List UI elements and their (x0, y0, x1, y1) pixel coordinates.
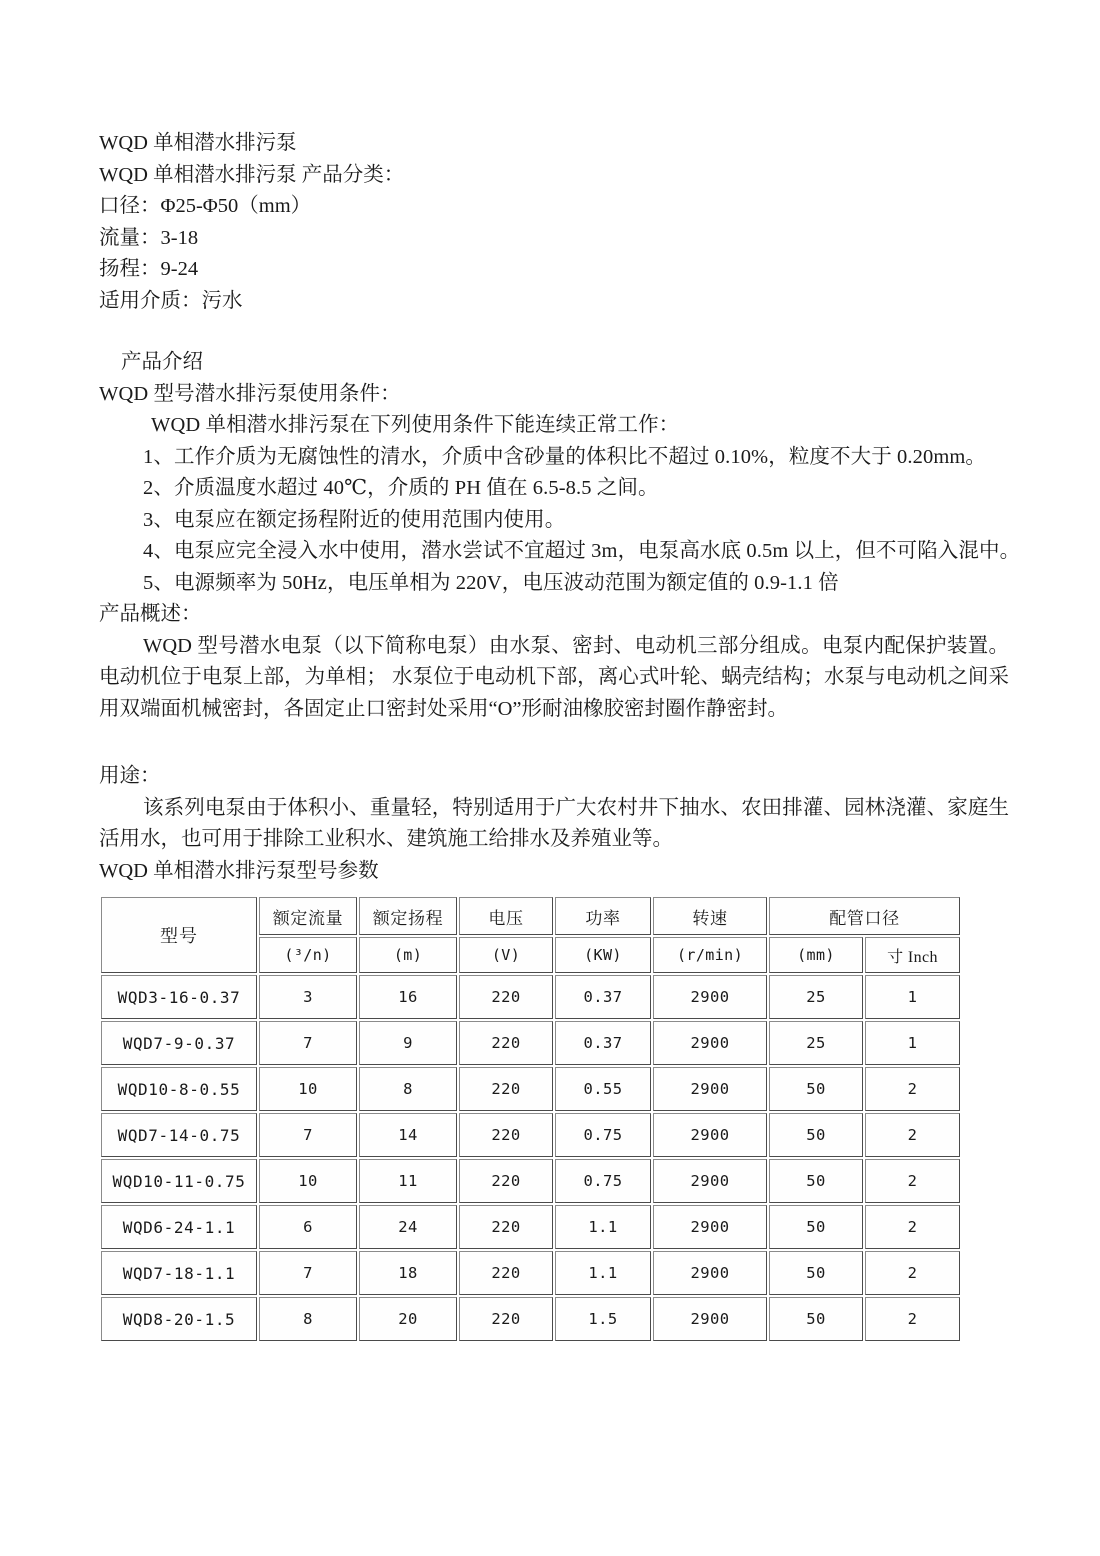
unit-power: (KW) (555, 937, 651, 973)
cell-voltage: 220 (459, 1159, 553, 1203)
cell-head: 8 (359, 1067, 457, 1111)
cell-voltage: 220 (459, 1297, 553, 1341)
table-row (101, 1159, 960, 1203)
product-intro-section (99, 347, 1021, 599)
cell-power: 1.1 (555, 1251, 651, 1295)
cell-voltage: 220 (459, 1113, 553, 1157)
cell-model: WQD6-24-1.1 (101, 1205, 257, 1249)
cell-voltage: 220 (459, 1067, 553, 1111)
cell-voltage: 220 (459, 1205, 553, 1249)
unit-pipe-mm: (mm) (769, 937, 863, 973)
product-usage-section (99, 761, 1010, 856)
condition-item-2: 2、介质温度水超过 40℃，介质的 PH 值在 6.5-8.5 之间。 (143, 477, 659, 499)
usage-label: 用途： (99, 765, 161, 788)
cell-head: 9 (359, 1021, 457, 1065)
cell-pipe-inch: 2 (865, 1113, 960, 1157)
product-overview-section (99, 599, 1010, 725)
header-pipe-diameter: 配管口径 (769, 897, 960, 935)
cell-head: 24 (359, 1205, 457, 1249)
cell-power: 0.75 (555, 1159, 651, 1203)
usage-conditions-heading: WQD 型号潜水排污泵使用条件： (99, 382, 401, 405)
product-title: WQD 单相潜水排污泵 (99, 132, 297, 154)
cell-model: WQD3-16-0.37 (101, 975, 257, 1019)
cell-pipe-inch: 2 (865, 1067, 960, 1111)
product-header-block (99, 128, 1010, 317)
cell-speed: 2900 (653, 1021, 767, 1065)
spec-flow: 流量：3-18 (99, 226, 199, 249)
unit-speed: (r/min) (653, 937, 767, 973)
cell-speed: 2900 (653, 1067, 767, 1111)
cell-model: WQD7-14-0.75 (101, 1113, 257, 1157)
cell-pipe-mm: 50 (769, 1297, 863, 1341)
cell-power: 0.75 (555, 1113, 651, 1157)
unit-voltage: (V) (459, 937, 553, 973)
cell-flow: 7 (259, 1021, 357, 1065)
table-caption: WQD 单相潜水排污泵型号参数 (99, 859, 379, 882)
cell-power: 1.5 (555, 1297, 651, 1341)
cell-voltage: 220 (459, 1021, 553, 1065)
table-header-row-group (101, 897, 960, 935)
cell-head: 11 (359, 1159, 457, 1203)
spec-medium: 适用介质：污水 (99, 289, 243, 312)
unit-rated-flow: (³/n) (259, 937, 357, 973)
spec-table-wrapper (99, 895, 1010, 1343)
spacer (99, 317, 1010, 347)
cell-speed: 2900 (653, 975, 767, 1019)
cell-model: WQD7-18-1.1 (101, 1251, 257, 1295)
cell-model: WQD7-9-0.37 (101, 1021, 257, 1065)
table-row (101, 1297, 960, 1341)
cell-head: 16 (359, 975, 457, 1019)
cell-pipe-mm: 50 (769, 1159, 863, 1203)
cell-pipe-mm: 50 (769, 1113, 863, 1157)
cell-voltage: 220 (459, 1251, 553, 1295)
cell-pipe-mm: 50 (769, 1251, 863, 1295)
unit-rated-head: (m) (359, 937, 457, 973)
overview-label: 产品概述： (99, 603, 202, 625)
cell-head: 14 (359, 1113, 457, 1157)
header-rated-flow: 额定流量 (259, 897, 357, 935)
condition-item-4: 4、电泵应完全浸入水中使用，潜水尝试不宜超过 3m，电泵高水底 0.5m 以上，但不可陷入混中。 (143, 540, 1021, 562)
header-power: 功率 (555, 897, 651, 935)
cell-pipe-mm: 25 (769, 1021, 863, 1065)
cell-flow: 10 (259, 1067, 357, 1111)
condition-item-1: 1、工作介质为无腐蚀性的清水，介质中含砂量的体积比不超过 0.10%，粒度不大于 0.20mm。 (143, 445, 987, 468)
cell-speed: 2900 (653, 1113, 767, 1157)
header-rated-head: 额定扬程 (359, 897, 457, 935)
cell-pipe-inch: 2 (865, 1205, 960, 1249)
cell-power: 0.37 (555, 1021, 651, 1065)
cell-model: WQD8-20-1.5 (101, 1297, 257, 1341)
cell-model: WQD10-8-0.55 (101, 1067, 257, 1111)
table-row (101, 1251, 960, 1295)
cell-pipe-inch: 2 (865, 1297, 960, 1341)
spec-head: 扬程：9-24 (99, 258, 199, 280)
unit-pipe-inch: 寸 Inch (865, 937, 960, 973)
usage-body: 该系列电泵由于体积小、重量轻，特别适用于广大农村井下抽水、农田排灌、园林浇灌、家庭生活用水，也可用于排除工业积水、建筑施工给排水及养殖业等。 (99, 796, 1009, 851)
condition-item-3: 3、电泵应在额定扬程附近的使用范围内使用。 (143, 508, 566, 531)
cell-pipe-inch: 2 (865, 1251, 960, 1295)
cell-flow: 8 (259, 1297, 357, 1341)
cell-speed: 2900 (653, 1205, 767, 1249)
cell-flow: 7 (259, 1113, 357, 1157)
table-row (101, 1205, 960, 1249)
product-classification-title: WQD 单相潜水排污泵 产品分类： (99, 163, 405, 186)
cell-pipe-inch: 1 (865, 975, 960, 1019)
cell-speed: 2900 (653, 1297, 767, 1341)
cell-model: WQD10-11-0.75 (101, 1159, 257, 1203)
cell-flow: 3 (259, 975, 357, 1019)
cell-pipe-inch: 1 (865, 1021, 960, 1065)
cell-flow: 10 (259, 1159, 357, 1203)
header-voltage: 电压 (459, 897, 553, 935)
header-speed: 转速 (653, 897, 767, 935)
table-row (101, 1113, 960, 1157)
spacer (99, 725, 1010, 761)
cell-head: 20 (359, 1297, 457, 1341)
cell-speed: 2900 (653, 1159, 767, 1203)
cell-pipe-mm: 50 (769, 1205, 863, 1249)
table-row (101, 1067, 960, 1111)
spec-bore: 口径：Φ25-Φ50（mm） (99, 195, 312, 217)
cell-pipe-mm: 25 (769, 975, 863, 1019)
intro-section-title: 产品介绍 (121, 351, 203, 373)
table-row (101, 975, 960, 1019)
cell-flow: 6 (259, 1205, 357, 1249)
overview-body: WQD 型号潜水电泵（以下简称电泵）由水泵、密封、电动机三部分组成。电泵内配保护装置。电动机位于电泵上部，为单相； 水泵位于电动机下部，离心式叶轮、蜗壳结构；水泵与电动机之间采用双端面机械密封，各固定止口密封处采用“O”形耐油橡胶密封圈作静密封。 (99, 634, 1009, 720)
cell-head: 18 (359, 1251, 457, 1295)
pump-spec-table (99, 895, 962, 1343)
cell-pipe-mm: 50 (769, 1067, 863, 1111)
cell-speed: 2900 (653, 1251, 767, 1295)
condition-item-5: 5、电源频率为 50Hz，电压单相为 220V，电压波动范围为额定值的 0.9-1.1 倍 (143, 571, 839, 594)
cell-flow: 7 (259, 1251, 357, 1295)
cell-power: 0.55 (555, 1067, 651, 1111)
cell-voltage: 220 (459, 975, 553, 1019)
cell-power: 0.37 (555, 975, 651, 1019)
cell-power: 1.1 (555, 1205, 651, 1249)
cell-pipe-inch: 2 (865, 1159, 960, 1203)
header-model: 型号 (101, 897, 257, 973)
usage-conditions-lead: WQD 单相潜水排污泵在下列使用条件下能连续正常工作： (151, 414, 680, 436)
table-row (101, 1021, 960, 1065)
